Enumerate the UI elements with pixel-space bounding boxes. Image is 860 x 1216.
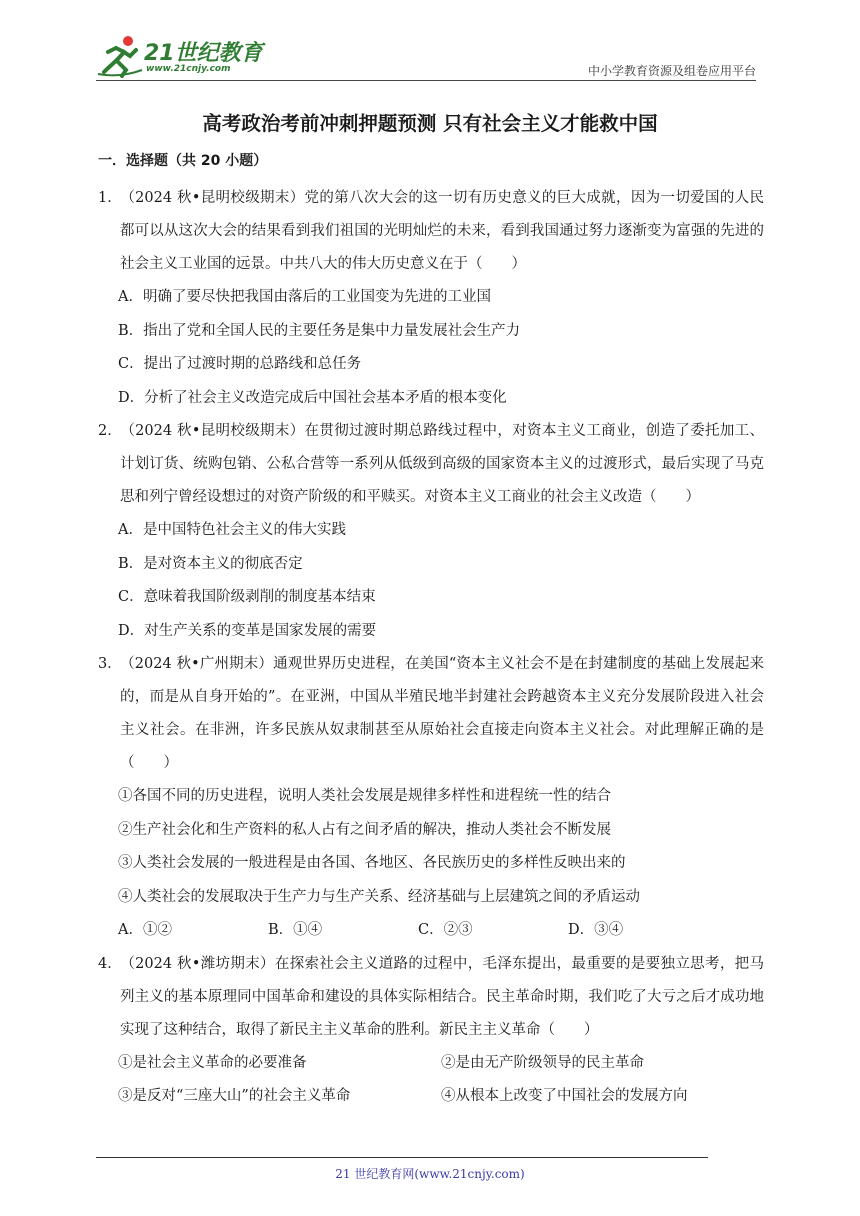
- statement-1: ①是社会主义革命的必要准备: [118, 1054, 307, 1071]
- footer-divider: [96, 1157, 708, 1158]
- statement-2: ②生产社会化和生产资料的私人占有之间矛盾的解决，推动人类社会不断发展: [118, 821, 611, 838]
- question-stem: （2024 秋•昆明校级期末）党的第八次大会的这一切有历史意义的巨大成就，因为一切爱国的人民都可以从这次大会的结果看到我们祖国的光明灿烂的未来，看到我国通过努力逐渐变为富强的先进的社会主义工业国的远景。中共八大的伟大历史意义在于（ ）: [120, 190, 764, 272]
- page-title: 高考政治考前冲刺押题预测 只有社会主义才能救中国: [202, 112, 658, 135]
- statement-row-1: [98, 1047, 764, 1081]
- statement-row-2: [98, 1080, 764, 1114]
- logo: [96, 34, 266, 78]
- question-number: 3．: [98, 656, 122, 672]
- question-number: 4．: [98, 955, 122, 972]
- option-b: B．是对资本主义的彻底否定: [118, 555, 303, 572]
- question-number: 2．: [98, 423, 122, 439]
- platform-name: 中小学教育资源及组卷应用平台: [587, 64, 756, 78]
- question-4: [98, 948, 764, 1114]
- logo-url: www.21cnjy.com: [146, 64, 231, 74]
- option-c: C．意味着我国阶级剥削的制度基本结束: [118, 589, 376, 605]
- question-2: [98, 415, 764, 648]
- choice-row: [98, 914, 764, 948]
- question-list: [98, 182, 764, 1114]
- option-c: C．提出了过渡时期的总路线和总任务: [118, 356, 362, 372]
- option-d: D．分析了社会主义改造完成后中国社会基本矛盾的根本变化: [118, 389, 507, 406]
- runner-logo-icon: [96, 34, 144, 78]
- statement-2: ②是由无产阶级领导的民主革命: [441, 1054, 644, 1071]
- choice-d: D．③④: [568, 922, 624, 938]
- statement-3: ③人类社会发展的一般进程是由各国、各地区、各民族历史的多样性反映出来的: [118, 855, 626, 871]
- choice-a: A．①②: [118, 922, 172, 938]
- choice-c: C．②③: [418, 922, 473, 938]
- statement-1: ①各国不同的历史进程，说明人类社会发展是规律多样性和进程统一性的结合: [118, 788, 611, 804]
- option-a: A．明确了要尽快把我国由落后的工业国变为先进的工业国: [118, 289, 491, 305]
- question-3: [98, 648, 764, 948]
- page-header: [96, 34, 756, 80]
- question-stem: （2024 秋•昆明校级期末）在贯彻过渡时期总路线过程中，对资本主义工商业，创造了委托加工、计划订货、统购包销、公私合营等一系列从低级到高级的国家资本主义的过渡形式，最后实现了马克思和列宁曾经设想过的对资产阶级的和平赎买。对资本主义工商业的社会主义改造（ ）: [120, 423, 764, 505]
- statement-4: ④人类社会的发展取决于生产力与生产关系、经济基础与上层建筑之间的矛盾运动: [118, 888, 640, 905]
- statement-3: ③是反对“三座大山”的社会主义革命: [118, 1088, 351, 1104]
- question-stem: （2024 秋•广州期末）通观世界历史进程，在美国“资本主义社会不是在封建制度的基础上发展起来的，而是从自身开始的”。在亚洲，中国从半殖民地半封建社会跨越资本主义充分发展阶段进入社会主义社会。在非洲，许多民族从奴隶制甚至从原始社会直接走向资本主义社会。对此理解正确的是（ ）: [120, 656, 764, 771]
- option-a: A．是中国特色社会主义的伟大实践: [118, 522, 346, 538]
- question-1: [98, 182, 764, 415]
- header-divider: [96, 80, 756, 81]
- option-b: B．指出了党和全国人民的主要任务是集中力量发展社会生产力: [118, 322, 521, 339]
- footer-link[interactable]: 21 世纪教育网(www.21cnjy.com): [335, 1167, 525, 1181]
- choice-b: B．①④: [268, 922, 323, 938]
- logo-text: 21世纪教育: [144, 41, 263, 66]
- question-number: 1．: [98, 190, 122, 206]
- statement-4: ④从根本上改变了中国社会的发展方向: [441, 1088, 688, 1104]
- option-d: D．对生产关系的变革是国家发展的需要: [118, 622, 377, 639]
- question-stem: （2024 秋•潍坊期末）在探索社会主义道路的过程中，毛泽东提出，最重要的是要独立思考，把马列主义的基本原理同中国革命和建设的具体实际相结合。民主革命时期，我们吃了大亏之后才成功地实现了这种结合，取得了新民主主义革命的胜利。新民主主义革命（ ）: [120, 955, 764, 1038]
- section-heading: 一．选择题（共 20 小题）: [98, 153, 268, 169]
